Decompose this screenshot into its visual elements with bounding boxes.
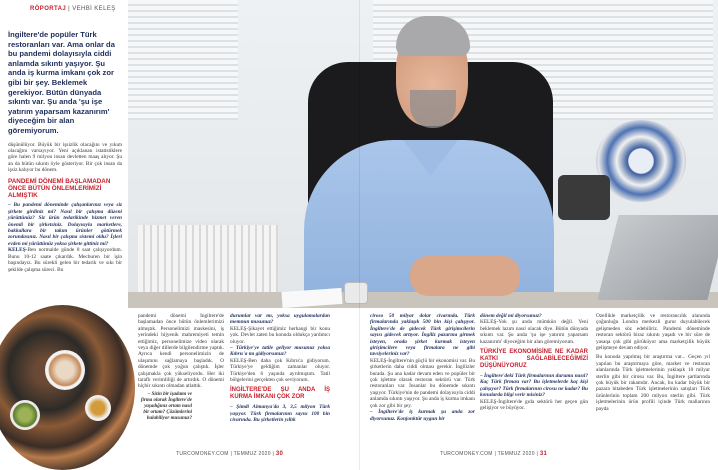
- answer-text: KELEŞ-İngiltere'de gıda sektörü her geçen gün gelişiyor ve büyüyor.: [480, 398, 588, 412]
- answer-label: KELEŞ-: [8, 247, 28, 254]
- footer-issue: TEMMUZ 2020: [497, 451, 535, 457]
- body-text: düşünülüyor. Büyük bir işsizlik olacağını ve yıkım olacağını varsayıyor. Yeni açıklanan istatistiklere göre halen 9 milyon insan devletten maaş alıyor. Şu an da bütün sıkıntı öyle gösteriyor. Bir çok insan da işsiz kalıyor bu dönem.: [8, 141, 122, 174]
- section-header: [30, 6, 122, 12]
- question-text: ciroso 50 milyar dolar civarında. Türk firmalarında yaklaşık 500 bin kişi çalışıyor. İngiltere'de de gidecek Türk girişimcilerin sayısı gidecek artıyor. İngiliz pazarına girmek isteyen, orada şirket kurmak isteyen girişimcilere veya firmalara ne gibi tavsiyeleriniz var?: [370, 313, 475, 358]
- window-blinds: [128, 0, 238, 120]
- dish: [10, 400, 40, 430]
- lead-quote: İngiltere'de popüler Türk restoranları var. Ama onlar da bu pandemi dolayısıyla ciddi anlamda sıkıntı yaşıyor. Şu anda iş kurma imkanı çok zor gibi bir şey. Beklemek gerekiyor. Bütün dünyada sıkıntı var. Şu anda 'şu işe yatırım yaparsam kazanırım' diyeceğim bir alan göremiyorum.: [8, 30, 115, 135]
- footer-separator: |: [494, 451, 498, 457]
- footer-site: TURCOMONEY.COM: [440, 451, 493, 457]
- question-text: – İngiltere'de iş kurmak şu anda zor diyorsunuz. Konjonktür uygun bir: [370, 409, 475, 422]
- text-column-4: [480, 313, 588, 453]
- radiator: [138, 222, 278, 296]
- footer-separator: |: [230, 451, 234, 457]
- answer-text: KELEŞ-İngiltere'nin güçlü bir ekonomisi var. Bu şirketlerin daha ciddi olması gerekir. İngilizler burada. Şu ana kadar devam eden ve popüler bir çok işletme olarak restoran sektörü var. Türk restoranları var. İnsanlar bu dönemde sıkıntı yaşıyor. Türkiye'nin de pandemi dolayısıyla ciddi anlamda sıkıntı yaşıyor. Şu anda iş kurma imkanı çok zor gibi bir şey.: [370, 357, 475, 409]
- answer-text: KELEŞ-Ben daha çok Kıbrıs'a gidiyorum. Türkiye'ye geldiğim zamanlar oluyor. Türkiye'den 6 yaşında ayrılmıştım. Tatil bölgelerini gerçekten çok seviyorum.: [230, 357, 330, 384]
- answer-text: KELEŞ-Şikayet ettiğimiz herhangi bir konu yok. Devlet zaten bu konuda oldukça yardımcı oluyor.: [230, 325, 330, 345]
- subheading: PANDEMİ DÖNEMİ BAŞLAMADAN ÖNCE BÜTÜN ÖNLEMLERİMİZİ ALMIŞTIK: [8, 177, 111, 200]
- coffee-cup: [344, 282, 368, 304]
- header-separator: |: [68, 6, 73, 12]
- subheading: TÜRKİYE EKONOMİSİNE NE KADAR KATKI SAĞLABİLECEĞİMİZİ DÜŞÜNÜYORUZ: [480, 349, 588, 370]
- footer-right: [440, 451, 547, 457]
- footer-separator: |: [536, 451, 540, 457]
- footer-separator: |: [272, 451, 276, 457]
- question-text: – Türkiye'ye tatile geliyor musunuz yoksa Kıbrıs'a mı gidiyorsunuz?: [230, 345, 330, 358]
- interviewee-name: VEHBİ KELEŞ: [72, 6, 116, 12]
- answer-body: Ben normalde günde 8 saat çalışıyordum. Bunu 10-12 saate çıkardık. Mecburen bir işin başındayız. Bu sürekli gelen bir tedarik ve sıkı bir şekilde çalışma süreci. Bu: [8, 247, 122, 273]
- left-column: [0, 0, 128, 330]
- question-text: dönem değil mi diyorsunuz?: [480, 313, 542, 319]
- answer-text: [8, 247, 122, 273]
- portrait-photo: [128, 0, 718, 308]
- text-column-5: [596, 313, 710, 453]
- question-text: – Şimdi Almanya'da 3, 3,5 milyon Türk yaşıyor. Türk firmalarının sayısı 100 bin civarında. Bu şirketlerin yıllık: [230, 404, 330, 424]
- subheading: İNGİLTERE'DE ŞU ANDA İŞ KURMA İMKANI ÇOK ZOR: [230, 387, 330, 401]
- page-gutter: [359, 0, 360, 470]
- footer-issue: TEMMUZ 2020: [233, 451, 271, 457]
- dish: [85, 395, 111, 421]
- question-text: durumlar var mı, yoksa uygulamalardan memnun musunuz?: [230, 313, 330, 326]
- section-label: RÖPORTAJ: [30, 6, 67, 12]
- person-hands: [410, 256, 520, 296]
- page-number: 31: [539, 451, 548, 457]
- footer-site: TURCOMONEY.COM: [176, 451, 229, 457]
- body-text: pandemi dönemi İngiltere'de başlamadan önce bütün önlemlerimizi almıştık. Personelimizi maskesini, iş yerindeki hijyenik mahremiyeti temin ettiğimiz, personelimize video olarak veya diğer dillerde bilgilendirme yaptık. Ayrıca kendi personelimizin de ulaşımını sağlamaya başladık. O dönemde çok yoğun çalıştık. İşler çalışmakla çok yükseliyordu. Her iki taraflı verimliliği de artırdık. O dönemi hiçbir sıkıntı olmadan atlattık.: [138, 313, 224, 390]
- food-photo: [0, 305, 135, 470]
- footer-left: [176, 451, 283, 457]
- dish: [45, 350, 85, 390]
- laptop: [597, 215, 718, 300]
- body-text: Özellikle marketçilik ve restorancılık alanında çoğunluğu Londra merkezli gurur duyulabilecek gelişmeden söz edebiliriz. Pandemi döneminde restoran sektörü biraz sıkıntı yaşadı ve bir süre de yasaqa çok gibi görüküyor ama marketçilik büyük gelişmeye devam ediyor.: [596, 313, 710, 352]
- text-column-2: [230, 313, 330, 453]
- body-text: Bu konuda yapılmış bir araştırma var... Geçen yıl yapılan bu araştırmaya göre, market ve restoran alanlarında Türk işletmelerinin yaklaşık 10 milyar sterlin gibi bir cirosu var. Bu, İngiltere şartlarında çok büyük bir rakamdır. Ancak, bu kadar büyük bir pazara hitabeden Türk işletmelerinin satışları Türk ürünlerinin toplam 200 milyon sterlin gibi. Türk işletmelerinin ürün profili içinde Türk mallarının payda: [596, 354, 710, 412]
- question-text: – Bu pandemi döneminde çalışanlarınız veya siz şirkete girdiniz mi? Nasıl bir çalışma düzeni yürüttünüz? Siz ürün tedarikinde hizmet veren önemli bir şirketsiniz. Dolayısıyla marketlere, bakkallara bir takım ürünler götürmek zorundasınız. Nasıl bir çalışma sistemi oldu? İşleri evden mi yürüttünüz yoksa şirkete gittiniz mi?: [8, 202, 122, 247]
- text-column-3: [370, 313, 475, 453]
- desk-phone: [558, 175, 610, 220]
- page-number: 30: [275, 451, 284, 457]
- photo-caption: – Sizin bir işadamı ve firma olarak İngiltere'de yaşadığınız ortam nasıl bir ortam? Çözümlerini bulabiliyor musunuz?: [140, 392, 192, 421]
- answer-text: KELEŞ-Yok şu anda mümkün değil. Yeni beklemek lazım nasıl olacak diye. Bütün dünyada sıkıntı var. Şu anda 'şu işe yatırım yaparsam kazanırım' diyeceğim bir alan göremiyorum.: [480, 319, 588, 345]
- question-text: – İngiltere'deki Türk firmalarının durumu nasıl? Kaç Türk firması var? Bu işletmelerde kaç kişi çalışıyor? Türk firmalarının cirosu ne kadar? Bu konularda bilgi verir misiniz?: [480, 373, 588, 399]
